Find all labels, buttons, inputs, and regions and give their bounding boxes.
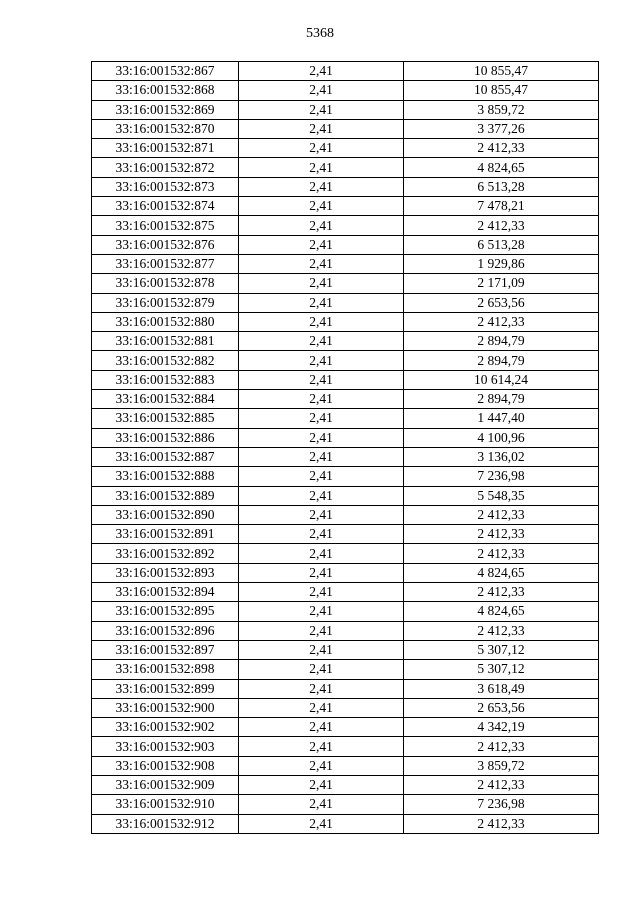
- cadastral-number-cell: 33:16:001532:872: [92, 158, 239, 177]
- table-row: [92, 544, 599, 563]
- amount-cell: 2 412,33: [404, 737, 599, 756]
- cadastral-number-cell: 33:16:001532:886: [92, 428, 239, 447]
- amount-cell: 2 894,79: [404, 332, 599, 351]
- table-row: [92, 235, 599, 254]
- rate-cell: 2,41: [239, 235, 404, 254]
- table-row: [92, 756, 599, 775]
- cadastral-number-cell: 33:16:001532:903: [92, 737, 239, 756]
- rate-cell: 2,41: [239, 254, 404, 273]
- cadastral-number-cell: 33:16:001532:895: [92, 602, 239, 621]
- cadastral-number-cell: 33:16:001532:894: [92, 583, 239, 602]
- cadastral-number-cell: 33:16:001532:883: [92, 370, 239, 389]
- rate-cell: 2,41: [239, 62, 404, 81]
- table-row: [92, 158, 599, 177]
- amount-cell: 10 614,24: [404, 370, 599, 389]
- rate-cell: 2,41: [239, 274, 404, 293]
- table-row: [92, 583, 599, 602]
- amount-cell: 2 412,33: [404, 525, 599, 544]
- rate-cell: 2,41: [239, 428, 404, 447]
- cadastral-number-cell: 33:16:001532:870: [92, 119, 239, 138]
- rate-cell: 2,41: [239, 158, 404, 177]
- cadastral-number-cell: 33:16:001532:896: [92, 621, 239, 640]
- rate-cell: 2,41: [239, 139, 404, 158]
- cadastral-number-cell: 33:16:001532:869: [92, 100, 239, 119]
- cadastral-number-cell: 33:16:001532:899: [92, 679, 239, 698]
- table-row: [92, 216, 599, 235]
- rate-cell: 2,41: [239, 409, 404, 428]
- amount-cell: 2 653,56: [404, 698, 599, 717]
- cadastral-number-cell: 33:16:001532:871: [92, 139, 239, 158]
- amount-cell: 4 342,19: [404, 718, 599, 737]
- cadastral-number-cell: 33:16:001532:867: [92, 62, 239, 81]
- amount-cell: 2 894,79: [404, 351, 599, 370]
- rate-cell: 2,41: [239, 216, 404, 235]
- rate-cell: 2,41: [239, 737, 404, 756]
- table-row: [92, 100, 599, 119]
- cadastral-number-cell: 33:16:001532:890: [92, 505, 239, 524]
- rate-cell: 2,41: [239, 390, 404, 409]
- cadastral-number-cell: 33:16:001532:888: [92, 467, 239, 486]
- amount-cell: 3 859,72: [404, 756, 599, 775]
- rate-cell: 2,41: [239, 756, 404, 775]
- table-row: [92, 505, 599, 524]
- amount-cell: 4 824,65: [404, 563, 599, 582]
- table-row: [92, 197, 599, 216]
- amount-cell: 4 824,65: [404, 602, 599, 621]
- amount-cell: 2 412,33: [404, 621, 599, 640]
- table-row: [92, 660, 599, 679]
- amount-cell: 2 412,33: [404, 139, 599, 158]
- rate-cell: 2,41: [239, 525, 404, 544]
- cadastral-number-cell: 33:16:001532:898: [92, 660, 239, 679]
- table-row: [92, 795, 599, 814]
- page-number: 5368: [306, 26, 334, 41]
- cadastral-number-cell: 33:16:001532:897: [92, 640, 239, 659]
- table-row: [92, 621, 599, 640]
- amount-cell: 2 412,33: [404, 312, 599, 331]
- rate-cell: 2,41: [239, 563, 404, 582]
- table-row: [92, 640, 599, 659]
- cadastral-number-cell: 33:16:001532:909: [92, 775, 239, 794]
- rate-cell: 2,41: [239, 197, 404, 216]
- amount-cell: 2 412,33: [404, 814, 599, 833]
- cadastral-number-cell: 33:16:001532:875: [92, 216, 239, 235]
- cadastral-number-cell: 33:16:001532:877: [92, 254, 239, 273]
- table-row: [92, 351, 599, 370]
- cadastral-number-cell: 33:16:001532:885: [92, 409, 239, 428]
- rate-cell: 2,41: [239, 660, 404, 679]
- rate-cell: 2,41: [239, 293, 404, 312]
- cadastral-number-cell: 33:16:001532:880: [92, 312, 239, 331]
- rate-cell: 2,41: [239, 370, 404, 389]
- table-row: [92, 447, 599, 466]
- table-row: [92, 814, 599, 833]
- amount-cell: 10 855,47: [404, 81, 599, 100]
- rate-cell: 2,41: [239, 467, 404, 486]
- rate-cell: 2,41: [239, 81, 404, 100]
- table-row: [92, 409, 599, 428]
- amount-cell: 2 894,79: [404, 390, 599, 409]
- table-row: [92, 467, 599, 486]
- amount-cell: 1 447,40: [404, 409, 599, 428]
- amount-cell: 2 171,09: [404, 274, 599, 293]
- amount-cell: 2 412,33: [404, 216, 599, 235]
- amount-cell: 2 412,33: [404, 505, 599, 524]
- amount-cell: 2 412,33: [404, 544, 599, 563]
- amount-cell: 7 478,21: [404, 197, 599, 216]
- rate-cell: 2,41: [239, 698, 404, 717]
- table-body: [92, 62, 599, 834]
- amount-cell: 4 824,65: [404, 158, 599, 177]
- rate-cell: 2,41: [239, 775, 404, 794]
- cadastral-number-cell: 33:16:001532:881: [92, 332, 239, 351]
- cadastral-number-cell: 33:16:001532:879: [92, 293, 239, 312]
- cadastral-number-cell: 33:16:001532:893: [92, 563, 239, 582]
- amount-cell: 2 412,33: [404, 583, 599, 602]
- table-row: [92, 312, 599, 331]
- amount-cell: 10 855,47: [404, 62, 599, 81]
- cadastral-number-cell: 33:16:001532:908: [92, 756, 239, 775]
- amount-cell: 3 377,26: [404, 119, 599, 138]
- table-row: [92, 698, 599, 717]
- cadastral-number-cell: 33:16:001532:868: [92, 81, 239, 100]
- rate-cell: 2,41: [239, 119, 404, 138]
- rate-cell: 2,41: [239, 486, 404, 505]
- cadastral-number-cell: 33:16:001532:900: [92, 698, 239, 717]
- table-row: [92, 679, 599, 698]
- rate-cell: 2,41: [239, 312, 404, 331]
- amount-cell: 2 653,56: [404, 293, 599, 312]
- table-row: [92, 332, 599, 351]
- rate-cell: 2,41: [239, 351, 404, 370]
- rate-cell: 2,41: [239, 621, 404, 640]
- cadastral-number-cell: 33:16:001532:910: [92, 795, 239, 814]
- amount-cell: 3 859,72: [404, 100, 599, 119]
- amount-cell: 2 412,33: [404, 775, 599, 794]
- cadastral-number-cell: 33:16:001532:892: [92, 544, 239, 563]
- amount-cell: 5 548,35: [404, 486, 599, 505]
- table-row: [92, 274, 599, 293]
- table-row: [92, 428, 599, 447]
- amount-cell: 3 136,02: [404, 447, 599, 466]
- cadastral-number-cell: 33:16:001532:912: [92, 814, 239, 833]
- table-row: [92, 254, 599, 273]
- table-row: [92, 775, 599, 794]
- rate-cell: 2,41: [239, 795, 404, 814]
- amount-cell: 3 618,49: [404, 679, 599, 698]
- cadastral-number-cell: 33:16:001532:882: [92, 351, 239, 370]
- table-row: [92, 370, 599, 389]
- rate-cell: 2,41: [239, 583, 404, 602]
- table-row: [92, 119, 599, 138]
- amount-cell: 7 236,98: [404, 467, 599, 486]
- rate-cell: 2,41: [239, 679, 404, 698]
- cadastral-number-cell: 33:16:001532:902: [92, 718, 239, 737]
- cadastral-number-cell: 33:16:001532:878: [92, 274, 239, 293]
- rate-cell: 2,41: [239, 332, 404, 351]
- table-row: [92, 81, 599, 100]
- rate-cell: 2,41: [239, 447, 404, 466]
- cadastral-number-cell: 33:16:001532:874: [92, 197, 239, 216]
- rate-cell: 2,41: [239, 505, 404, 524]
- amount-cell: 5 307,12: [404, 660, 599, 679]
- cadastral-number-cell: 33:16:001532:891: [92, 525, 239, 544]
- table-row: [92, 718, 599, 737]
- rate-cell: 2,41: [239, 544, 404, 563]
- data-table: [91, 61, 599, 834]
- table-row: [92, 563, 599, 582]
- table-row: [92, 293, 599, 312]
- table-row: [92, 737, 599, 756]
- table-row: [92, 177, 599, 196]
- table-row: [92, 139, 599, 158]
- table-row: [92, 390, 599, 409]
- cadastral-number-cell: 33:16:001532:884: [92, 390, 239, 409]
- amount-cell: 4 100,96: [404, 428, 599, 447]
- rate-cell: 2,41: [239, 177, 404, 196]
- rate-cell: 2,41: [239, 718, 404, 737]
- rate-cell: 2,41: [239, 100, 404, 119]
- table-row: [92, 602, 599, 621]
- amount-cell: 1 929,86: [404, 254, 599, 273]
- cadastral-number-cell: 33:16:001532:889: [92, 486, 239, 505]
- cadastral-number-cell: 33:16:001532:876: [92, 235, 239, 254]
- table-row: [92, 62, 599, 81]
- rate-cell: 2,41: [239, 640, 404, 659]
- rate-cell: 2,41: [239, 814, 404, 833]
- cadastral-number-cell: 33:16:001532:873: [92, 177, 239, 196]
- table-row: [92, 486, 599, 505]
- rate-cell: 2,41: [239, 602, 404, 621]
- amount-cell: 6 513,28: [404, 177, 599, 196]
- table-row: [92, 525, 599, 544]
- amount-cell: 6 513,28: [404, 235, 599, 254]
- cadastral-number-cell: 33:16:001532:887: [92, 447, 239, 466]
- amount-cell: 7 236,98: [404, 795, 599, 814]
- amount-cell: 5 307,12: [404, 640, 599, 659]
